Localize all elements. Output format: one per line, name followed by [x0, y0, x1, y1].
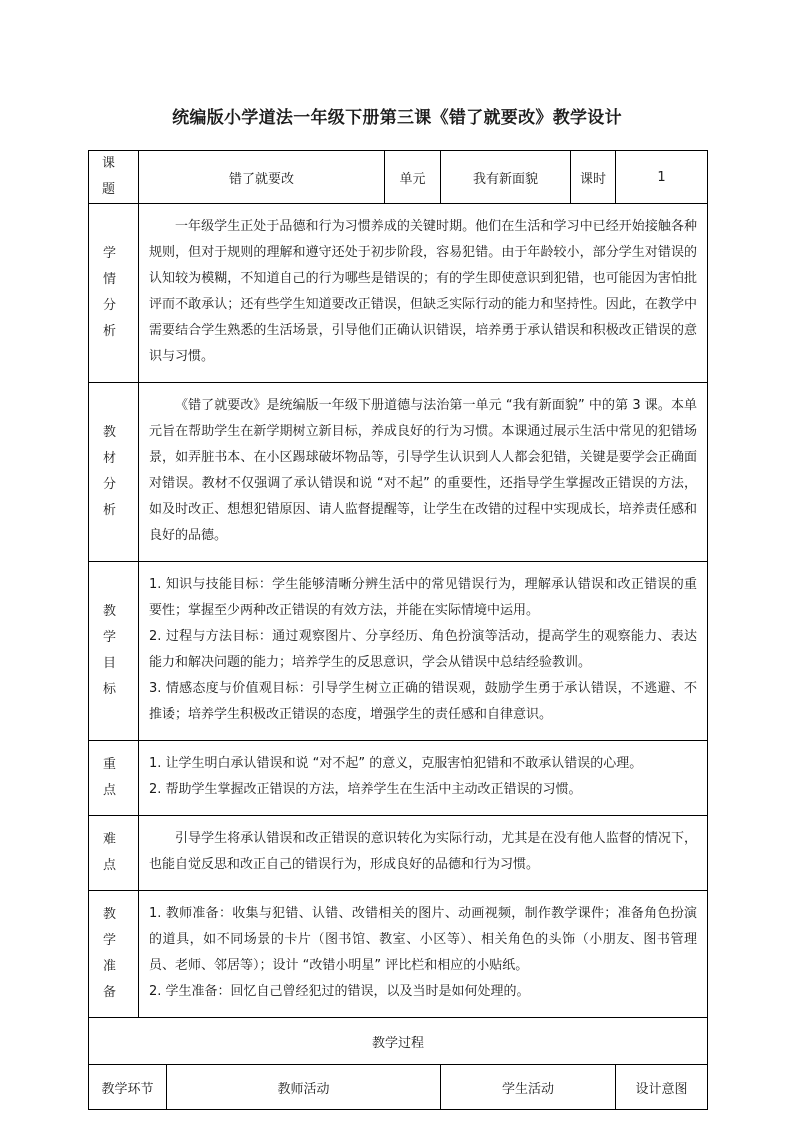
- teaching-goals-label-line2: 目 标: [102, 656, 124, 697]
- goal-item: 3. 情感态度与价值观目标：引导学生树立正确的错误观，鼓励学生勇于承认错误，不逃避、不推诿；培养学生积极改正错误的态度，增强学生的责任感和自律意识。: [149, 681, 698, 722]
- process-header-row: [89, 1065, 708, 1110]
- lesson-plan-table: [88, 150, 708, 1110]
- unit-label: 单元: [385, 151, 441, 204]
- material-analysis-row: [89, 383, 708, 562]
- process-col-teacher: 教师活动: [167, 1065, 441, 1110]
- teaching-prep-row: [89, 891, 708, 1018]
- teaching-goals-row: [89, 562, 708, 741]
- teaching-prep-label-line2: 准 备: [102, 959, 124, 1000]
- student-analysis-label-line2: 分 析: [102, 298, 124, 339]
- material-analysis-content: [139, 383, 708, 562]
- goal-item: 1. 知识与技能目标：学生能够清晰分辨生活中的常见错误行为，理解承认错误和改正错误的重要性；掌握至少两种改正错误的有效方法，并能在实际情境中运用。: [149, 577, 698, 618]
- material-analysis-label-line2: 分 析: [102, 477, 124, 518]
- process-col-stage: 教学环节: [89, 1065, 167, 1110]
- course-value: 错了就要改: [139, 151, 385, 204]
- teaching-goals-label-line1: 教 学: [102, 604, 124, 645]
- student-analysis-row: [89, 204, 708, 383]
- process-title-row: [89, 1018, 708, 1065]
- teaching-prep-content: [139, 891, 708, 1018]
- teaching-goals-content: [139, 562, 708, 741]
- header-row: [89, 151, 708, 204]
- teaching-prep-label: [89, 891, 139, 1018]
- teaching-prep-label-line1: 教 学: [102, 907, 124, 948]
- difficult-points-text: 引导学生将承认错误和改正错误的意识转化为实际行动，尤其是在没有他人监督的情况下，也能自觉反思和改正自己的错误行为，形成良好的品德和行为习惯。: [149, 831, 698, 872]
- student-analysis-label: [89, 204, 139, 383]
- hours-label: 课时: [571, 151, 616, 204]
- document-title: 统编版小学道法一年级下册第三课《错了就要改》教学设计: [172, 108, 622, 128]
- difficult-points-content: [139, 816, 708, 891]
- student-analysis-text: 一年级学生正处于品德和行为习惯养成的关键时期。他们在生活和学习中已经开始接触各种规则，但对于规则的理解和遵守还处于初步阶段，容易犯错。由于年龄较小，部分学生对错误的认知较为模糊，不知道自己的行为哪些是错误的；有的学生即使意识到犯错，也可能因为害怕批评而不敢承认；还有些学生知道要改正错误，但缺乏实际行动的能力和坚持性。因此，在教学中需要结合学生熟悉的生活场景，引导他们正确认识错误，培养勇于承认错误和积极改正错误的意识与习惯。: [149, 219, 698, 364]
- hours-value: 1: [616, 151, 708, 204]
- unit-value: 我有新面貌: [441, 151, 571, 204]
- process-col-intent: 设计意图: [616, 1065, 708, 1110]
- teaching-goals-label: [89, 562, 139, 741]
- material-analysis-text: 《错了就要改》是统编版一年级下册道德与法治第一单元 “我有新面貌” 中的第 3 课。本单元旨在帮助学生在新学期树立新目标，养成良好的行为习惯。本课通过展示生活中常见的犯错场景，如弄脏书本、在小区踢球破坏物品等，引导学生认识到人人都会犯错，关键是要学会正确面对错误。教材不仅强调了承认错误和说 “对不起” 的重要性，还指导学生掌握改正错误的方法，如及时改正、想想犯错原因、请人监督提醒等，让学生在改错的过程中实现成长，培养责任感和良好的品德。: [149, 398, 698, 543]
- process-col-student: 学生活动: [441, 1065, 616, 1110]
- prep-item: 2. 学生准备：回忆自己曾经犯过的错误，以及当时是如何处理的。: [149, 984, 530, 999]
- student-analysis-content: [139, 204, 708, 383]
- difficult-points-label: 难 点: [89, 816, 139, 891]
- material-analysis-label: [89, 383, 139, 562]
- course-label: 课 题: [89, 151, 139, 204]
- material-analysis-label-line1: 教 材: [102, 425, 124, 466]
- key-points-content: [139, 741, 708, 816]
- difficult-points-row: [89, 816, 708, 891]
- process-title: 教学过程: [89, 1018, 708, 1065]
- key-point-item: 1. 让学生明白承认错误和说 “对不起” 的意义，克服害怕犯错和不敢承认错误的心理。: [149, 756, 643, 771]
- prep-item: 1. 教师准备：收集与犯错、认错、改错相关的图片、动画视频，制作教学课件；准备角色扮演的道具，如不同场景的卡片（图书馆、教室、小区等）、相关角色的头饰（小朋友、图书管理员、老师、邻居等）；设计 “改错小明星” 评比栏和相应的小贴纸。: [149, 906, 698, 973]
- key-points-label: 重 点: [89, 741, 139, 816]
- goal-item: 2. 过程与方法目标：通过观察图片、分享经历、角色扮演等活动，提高学生的观察能力、表达能力和解决问题的能力；培养学生的反思意识，学会从错误中总结经验教训。: [149, 629, 698, 670]
- key-points-row: [89, 741, 708, 816]
- student-analysis-label-line1: 学 情: [102, 246, 124, 287]
- key-point-item: 2. 帮助学生掌握改正错误的方法，培养学生在生活中主动改正错误的习惯。: [149, 782, 582, 797]
